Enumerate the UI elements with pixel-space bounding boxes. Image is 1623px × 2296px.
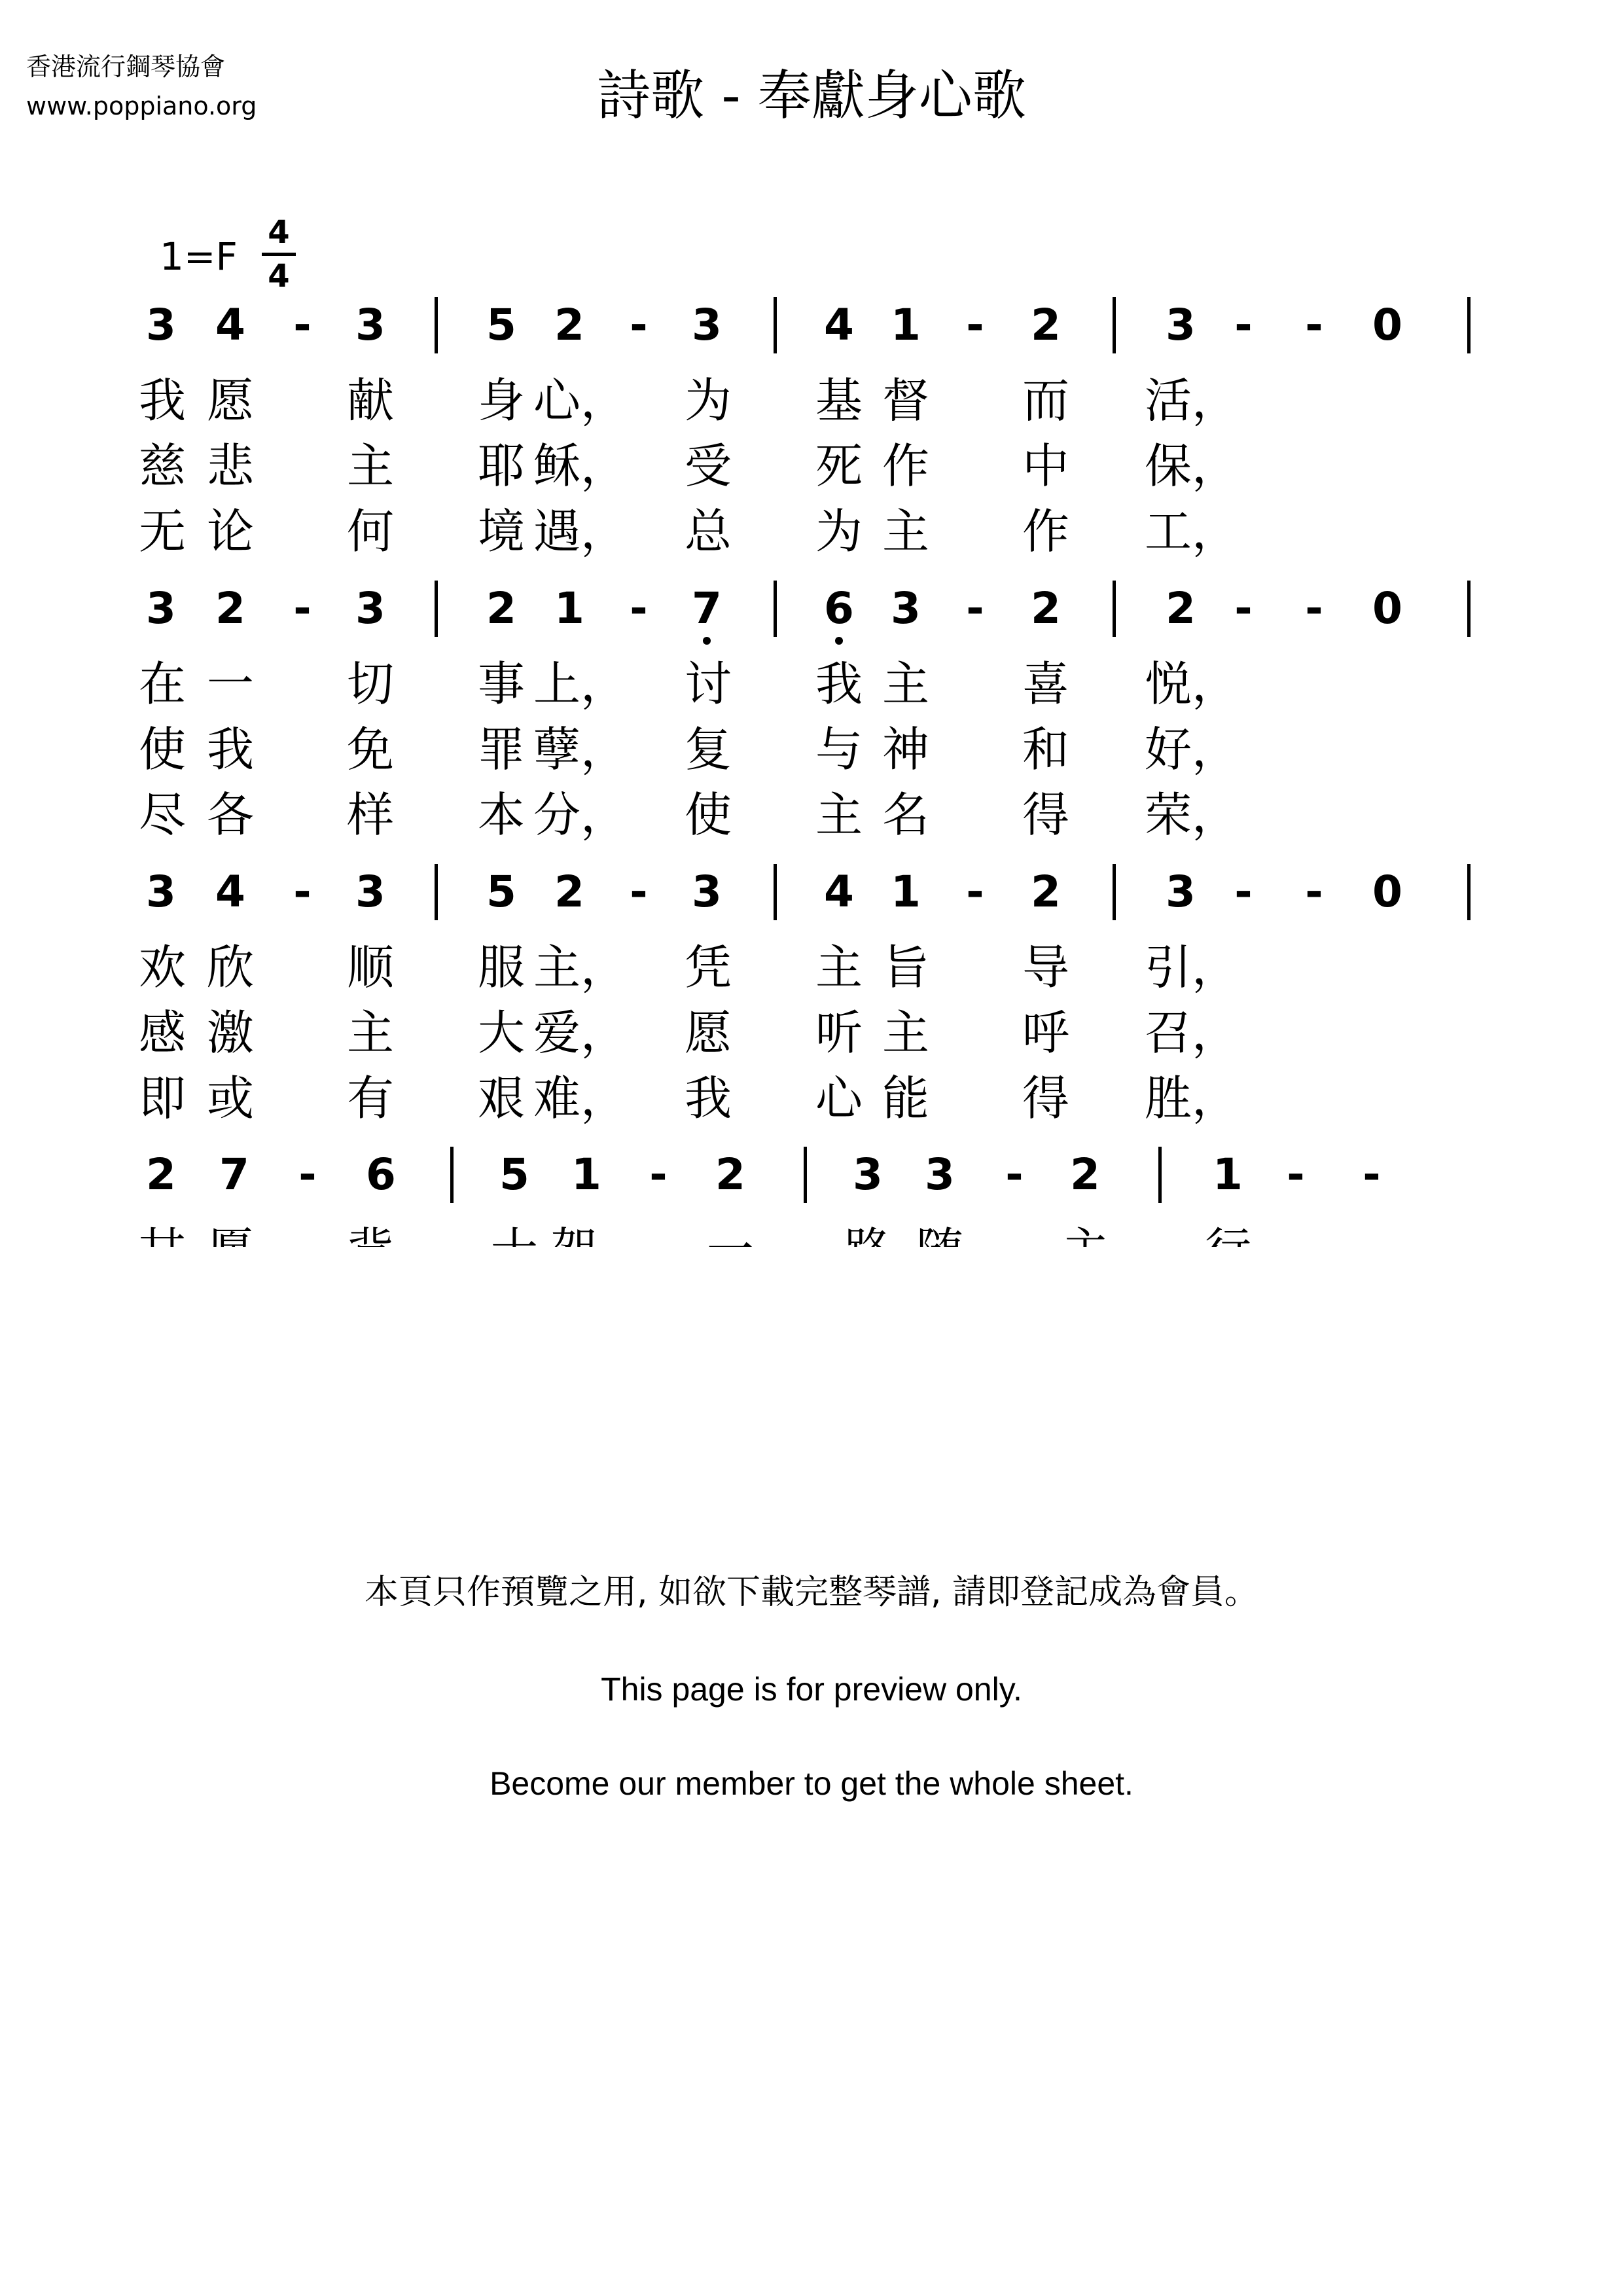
note: 0 (1372, 867, 1402, 917)
lyric-char: 服 (477, 940, 525, 995)
note: 2 (486, 583, 516, 634)
note-extension: - (966, 867, 984, 917)
note: 2 (554, 867, 584, 917)
note: 1 (1213, 1149, 1243, 1200)
lyric-char: 召， (1145, 1005, 1240, 1060)
lyric-char: 激 (206, 1005, 254, 1060)
lyric-char: 我 (684, 1071, 732, 1126)
note-extension: - (1305, 583, 1323, 634)
lyric-char: 感 (138, 1005, 186, 1060)
lyric-char: 神 (882, 722, 929, 777)
lyric-char: 总 (684, 504, 732, 559)
barline (1467, 864, 1471, 920)
note: 3 (146, 583, 176, 634)
note-extension: - (1234, 867, 1253, 917)
lyric-char: 即 (138, 1071, 186, 1126)
lyric-char: 喜 (1022, 656, 1069, 711)
lyric-char: 大 (477, 1005, 525, 1060)
lyric-char: 心， (533, 373, 628, 428)
page-title: 詩歌 - 奉獻身心歌 (597, 65, 1026, 127)
note-extension: - (1234, 300, 1253, 350)
lyric-char: 得 (1022, 787, 1069, 842)
note: 1 (891, 867, 921, 917)
lyric-char: 在 (138, 656, 186, 711)
notice-chinese: 本頁只作預覽之用, 如欲下載完整琴譜, 請即登記成為會員。 (364, 1573, 1259, 1612)
lyric-char: 有 (346, 1071, 394, 1126)
note: 5 (499, 1149, 529, 1200)
note-extension: - (293, 583, 312, 634)
lyric-char: 愿 (684, 1005, 732, 1060)
note-extension: - (1363, 1149, 1381, 1200)
note: 3 (692, 300, 722, 350)
note: 2 (146, 1149, 176, 1200)
lyric-char: 使 (138, 722, 186, 777)
note: 5 (486, 867, 516, 917)
note: 3 (1166, 300, 1196, 350)
lyric-char: 工， (1145, 504, 1240, 559)
note: 3 (355, 583, 385, 634)
lyric-char: 爱， (533, 1005, 628, 1060)
lyric-char: 受 (684, 439, 732, 493)
note-extension: - (966, 300, 984, 350)
lyric-char: 基 (815, 373, 863, 428)
barline (435, 297, 438, 353)
lyric-char: 或 (206, 1071, 254, 1126)
note-extension: - (630, 583, 648, 634)
lyric-char: 免 (346, 722, 394, 777)
note: 2 (1070, 1149, 1100, 1200)
lyric-char: 无 (138, 504, 186, 559)
note: 2 (554, 300, 584, 350)
note-extension: - (298, 1149, 317, 1200)
lyric-char: 中 (1022, 439, 1069, 493)
lyric-char: 心 (815, 1071, 863, 1126)
note: 2 (215, 583, 245, 634)
note: 1 (891, 300, 921, 350)
note: 4 (824, 300, 854, 350)
lyric-char: 主 (346, 1005, 394, 1060)
lyric-char: 荣， (1145, 787, 1240, 842)
lyric-char: 得 (1022, 1071, 1069, 1126)
lyric-char: 主， (533, 940, 628, 995)
note: 7 (219, 1149, 249, 1200)
note: 3 (146, 867, 176, 917)
note-extension: - (293, 300, 312, 350)
lyric-char: 罪 (477, 722, 525, 777)
lyric-char: 凭 (684, 940, 732, 995)
lyric-char: 我 (206, 722, 254, 777)
lyric-char: 各 (206, 787, 254, 842)
lyric-char: 作 (882, 439, 929, 493)
lyric-char: 导 (1022, 940, 1069, 995)
lyric-char: 切 (346, 656, 394, 711)
lyric-char: 死 (815, 439, 863, 493)
note-extension: - (1287, 1149, 1305, 1200)
lyric-char: 身 (477, 373, 525, 428)
note: 6 (366, 1149, 396, 1200)
lyric-char: 复 (684, 722, 732, 777)
note: 3 (146, 300, 176, 350)
note: 2 (1166, 583, 1196, 634)
lyric-char: 孽， (533, 722, 628, 777)
note: 2 (1031, 583, 1061, 634)
time-signature (262, 213, 296, 295)
barline (1113, 581, 1116, 637)
barline (774, 297, 777, 353)
lyric-char: 主 (815, 940, 863, 995)
lyric-char: 与 (815, 722, 863, 777)
note: 3 (355, 867, 385, 917)
note: 4 (215, 867, 245, 917)
note-extension: - (293, 867, 312, 917)
lyric-char: 保， (1145, 439, 1240, 493)
low-octave-dot (703, 637, 711, 645)
note: 3 (853, 1149, 883, 1200)
note: 3 (891, 583, 921, 634)
note: 2 (1031, 867, 1061, 917)
note-extension: - (649, 1149, 668, 1200)
lyric-char: 何 (346, 504, 394, 559)
note: 3 (355, 300, 385, 350)
notice-english-line1: This page is for preview only. (601, 1671, 1022, 1708)
note: 1 (571, 1149, 601, 1200)
lyric-char: 难， (533, 1071, 628, 1126)
lyric-char: 悲 (206, 439, 254, 493)
lyric-char: 耶 (477, 439, 525, 493)
brand-url[interactable]: www.poppiano.org (26, 92, 257, 120)
note: 3 (692, 867, 722, 917)
barline (1113, 864, 1116, 920)
lyric-char: 名 (882, 787, 929, 842)
lyric-char: 作 (1022, 504, 1069, 559)
lyric-char: 主 (882, 1005, 929, 1060)
lyric-char: 上， (533, 656, 628, 711)
lyric-char: 主 (882, 504, 929, 559)
note: 3 (1166, 867, 1196, 917)
lyric-char: 欢 (138, 940, 186, 995)
lyric-char: 愿 (206, 373, 254, 428)
note: 4 (824, 867, 854, 917)
barline (1467, 297, 1471, 353)
barline (774, 581, 777, 637)
lyric-char: 督 (882, 373, 929, 428)
lyric-char: 艰 (477, 1071, 525, 1126)
time-signature-top: 4 (268, 214, 290, 251)
note: 5 (486, 300, 516, 350)
lyric-char: 尽 (138, 787, 186, 842)
lyric-char: 我 (815, 656, 863, 711)
lyric-char: 我 (138, 373, 186, 428)
time-signature-bottom: 4 (268, 258, 290, 295)
note: 0 (1372, 583, 1402, 634)
lyric-char: 旨 (882, 940, 929, 995)
note-extension: - (630, 867, 648, 917)
lyric-char: 和 (1022, 722, 1069, 777)
barline (435, 864, 438, 920)
lyric-char: 主 (346, 439, 394, 493)
brand-name: 香港流行鋼琴協會 (26, 52, 226, 81)
lyric-char: 悦， (1145, 656, 1240, 711)
note: 2 (715, 1149, 745, 1200)
lyric-char: 一 (206, 656, 254, 711)
lyric-char: 分， (533, 787, 628, 842)
lyric-char: 为 (684, 373, 732, 428)
lyric-char: 好， (1145, 722, 1240, 777)
lyric-char: 主 (882, 656, 929, 711)
lyric-char: 稣， (533, 439, 628, 493)
lyric-char: 能 (882, 1071, 929, 1126)
barline (774, 864, 777, 920)
barline (435, 581, 438, 637)
notice-english-line2: Become our member to get the whole sheet. (490, 1765, 1133, 1802)
note: 7 (671, 579, 743, 638)
note: 0 (1372, 300, 1402, 350)
barline (804, 1147, 807, 1203)
note: 3 (925, 1149, 955, 1200)
note: 4 (215, 300, 245, 350)
barline (1113, 297, 1116, 353)
lyric-char: 事 (477, 656, 525, 711)
lyric-char: 胜， (1145, 1071, 1240, 1126)
time-signature-line (262, 253, 296, 256)
lyric-char: 献 (346, 373, 394, 428)
note: 1 (554, 583, 584, 634)
key-signature: 1=F (160, 234, 238, 279)
barline (1158, 1147, 1162, 1203)
lyric-char: 活， (1145, 373, 1240, 428)
truncation-mask (0, 1247, 1623, 1404)
note: 2 (1031, 300, 1061, 350)
lyric-char: 欣 (206, 940, 254, 995)
lyric-char: 论 (206, 504, 254, 559)
note-extension: - (1305, 867, 1323, 917)
lyric-char: 主 (815, 787, 863, 842)
barline (1467, 581, 1471, 637)
lyric-char: 为 (815, 504, 863, 559)
lyric-char: 讨 (684, 656, 732, 711)
note: 6 (803, 579, 875, 638)
lyric-char: 呼 (1022, 1005, 1069, 1060)
lyric-char: 使 (684, 787, 732, 842)
lyric-char: 本 (477, 787, 525, 842)
lyric-char: 引， (1145, 940, 1240, 995)
lyric-char: 听 (815, 1005, 863, 1060)
note-extension: - (1305, 300, 1323, 350)
note-extension: - (1005, 1149, 1024, 1200)
barline (450, 1147, 454, 1203)
lyric-char: 而 (1022, 373, 1069, 428)
note-extension: - (630, 300, 648, 350)
note-extension: - (966, 583, 984, 634)
low-octave-dot (835, 637, 843, 645)
lyric-char: 样 (346, 787, 394, 842)
note-extension: - (1234, 583, 1253, 634)
lyric-char: 境 (477, 504, 525, 559)
lyric-char: 慈 (138, 439, 186, 493)
lyric-char: 遇， (533, 504, 628, 559)
lyric-char: 顺 (346, 940, 394, 995)
